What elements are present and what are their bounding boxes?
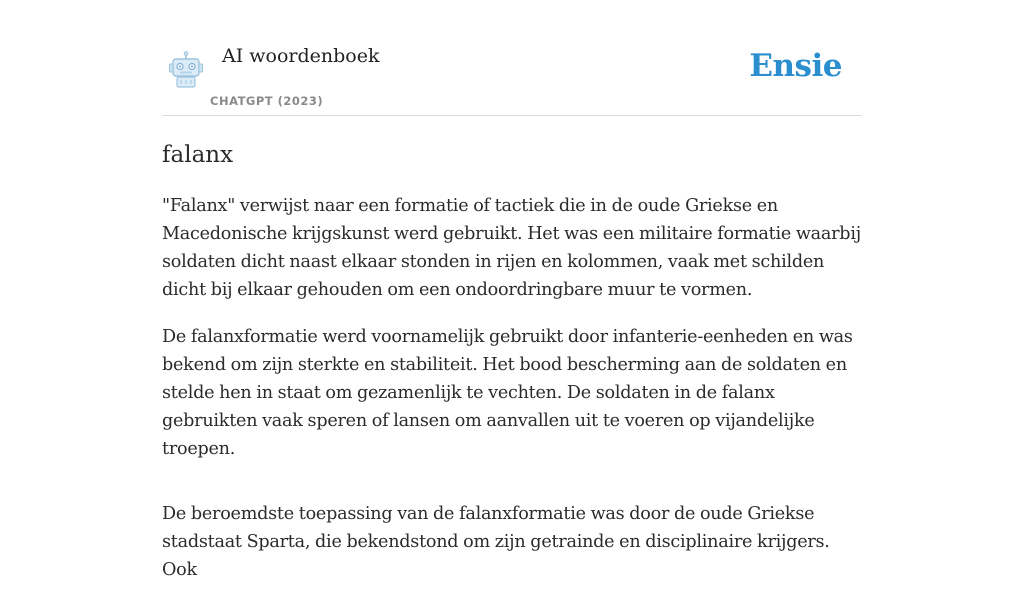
ensie-logo[interactable]: Ensie [749,48,842,84]
entry-term: falanx [162,142,234,168]
page [162,0,862,603]
definition-paragraph: De beroemdste toepassing van de falanxformatie was door de oude Griekse stadstaat Sparta, die bekendstond om zijn getrainde en disciplinaire krijgers. Ook [162,504,830,580]
definition [162,192,862,584]
definition-paragraph: De falanxformatie werd voornamelijk gebruikt door infanterie-eenheden en was bekend om zijn sterkte en stabiliteit. Het bood bescherming aan de soldaten en stelde hen in staat om gezamenlijk te vechten. De soldaten in de falanx gebruikten vaak speren of lansen om aanvallen uit te voeren op vijandelijke troepen. [162,327,853,459]
dictionary-title[interactable]: AI woordenboek [222,45,380,67]
source-label: CHATGPT (2023) [210,94,324,108]
robot-icon [166,50,206,90]
header [162,0,862,116]
definition-paragraph: "Falanx" verwijst naar een formatie of tactiek die in de oude Griekse en Macedonische krijgskunst werd gebruikt. Het was een militaire formatie waarbij soldaten dicht naast elkaar stonden in rijen en kolommen, vaak met schilden dicht bij elkaar gehouden om een ondoordringbare muur te vormen. [162,196,861,300]
